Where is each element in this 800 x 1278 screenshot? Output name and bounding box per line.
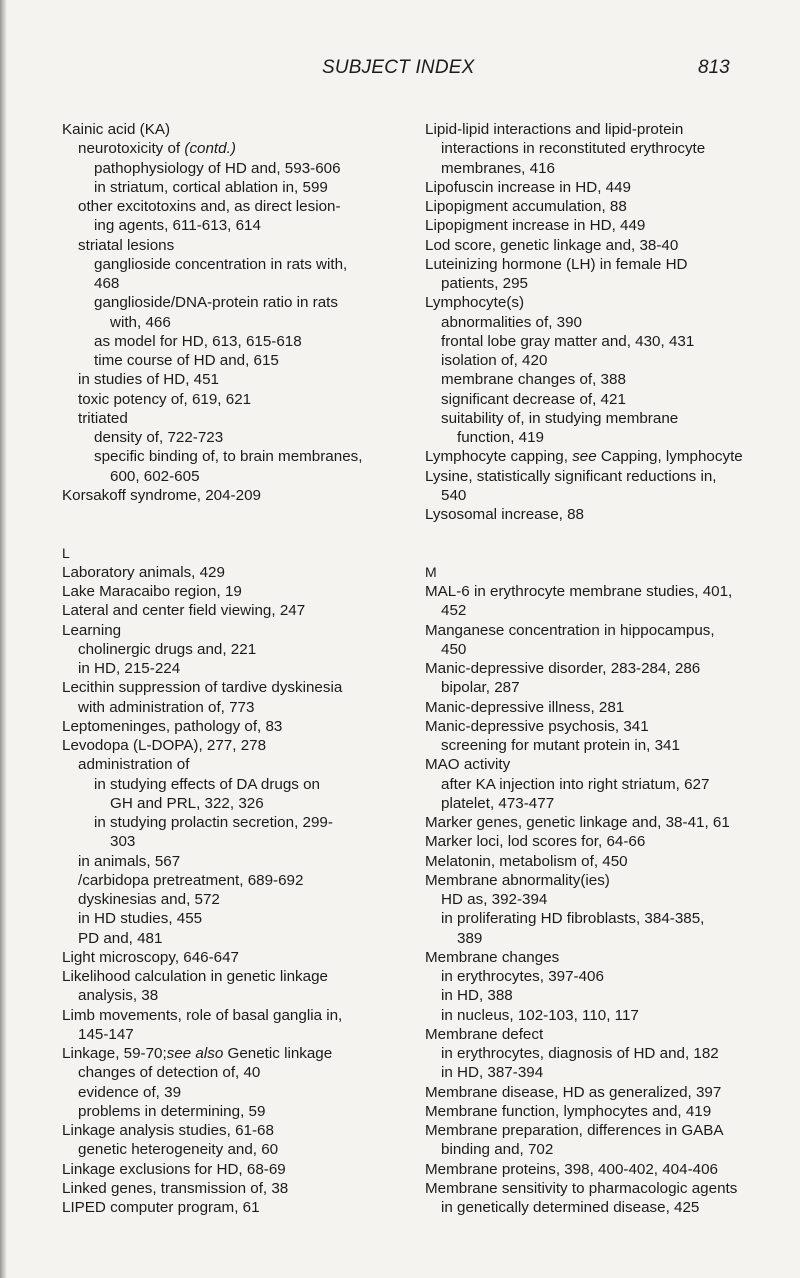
entry-text: Lipopigment increase in HD, 449 (425, 217, 646, 235)
entry-text: ganglioside/DNA-protein ratio in rats (94, 294, 338, 312)
index-subentry (62, 909, 397, 928)
index-subentry (62, 216, 397, 235)
entry-text: 389 (457, 929, 483, 947)
entry-text: Kainic acid (KA) (62, 121, 171, 138)
index-subentry (62, 255, 397, 274)
index-entry (425, 1179, 765, 1198)
index-subentry (425, 890, 765, 909)
index-subentry (62, 428, 397, 447)
entry-text: pathophysiology of HD and, 593-606 (94, 159, 341, 177)
index-subentry (62, 794, 397, 813)
entry-text: Marker loci, lod scores for, 64-66 (425, 833, 646, 851)
index-subentry (62, 755, 397, 774)
entry-text: Leptomeninges, pathology of, 83 (62, 717, 283, 735)
index-subentry (425, 1140, 765, 1159)
entry-italic-text: see (567, 448, 597, 466)
index-entry (62, 1160, 397, 1179)
index-entry (425, 1083, 765, 1102)
index-column-left (62, 120, 397, 1217)
index-subentry (425, 736, 765, 755)
index-entry (425, 255, 765, 274)
entry-text: in studying effects of DA drugs on (94, 775, 320, 793)
entry-text: HD as, 392-394 (441, 891, 548, 908)
entry-text: Membrane abnormality(ies) (425, 871, 610, 889)
entry-text: density of, 722-723 (94, 429, 224, 446)
entry-text: in HD studies, 455 (78, 910, 203, 928)
entry-text: Korsakoff syndrome, 204-209 (62, 486, 261, 504)
page-binding-edge (0, 0, 7, 1278)
entry-text: toxic potency of, 619, 621 (78, 390, 252, 408)
entry-text: in HD, 388 (441, 987, 513, 1005)
running-header (0, 57, 800, 83)
entry-text: Membrane defect (425, 1025, 544, 1043)
index-subentry (425, 351, 765, 370)
entry-text: MAL-6 in erythrocyte membrane studies, 401, (425, 583, 733, 600)
index-subentry (62, 890, 397, 909)
index-entry (425, 582, 765, 601)
index-entry (62, 1044, 397, 1063)
entry-text: time course of HD and, 615 (94, 352, 279, 369)
index-entry (62, 563, 397, 582)
index-entry (425, 852, 765, 871)
index-subentry (425, 775, 765, 794)
entry-text: Membrane changes (425, 948, 560, 966)
entry-text: problems in determining, 59 (78, 1102, 266, 1120)
entry-text: Manic-depressive illness, 281 (425, 698, 625, 716)
index-entry (425, 1121, 765, 1140)
index-entry (425, 293, 765, 312)
entry-text: Lod score, genetic linkage and, 38-40 (425, 236, 679, 254)
index-subentry (62, 274, 397, 293)
entry-text: Learning (62, 621, 122, 639)
entry-text: other excitotoxins and, as direct lesion- (78, 198, 341, 215)
index-subentry (62, 871, 397, 890)
index-entry (62, 736, 397, 755)
index-entry (62, 582, 397, 601)
section-letter (425, 563, 765, 582)
index-entry (62, 678, 397, 697)
index-subentry (425, 678, 765, 697)
entry-text: Membrane proteins, 398, 400-402, 404-406 (425, 1160, 718, 1178)
entry-text: PD and, 481 (78, 929, 163, 947)
entry-text: in animals, 567 (78, 852, 181, 870)
entry-text: Lysosomal increase, 88 (425, 506, 584, 523)
entry-text: 452 (441, 602, 467, 620)
index-subentry (425, 929, 765, 948)
index-subentry (425, 986, 765, 1005)
entry-text-after: Capping, lymphocyte (596, 448, 743, 466)
index-subentry (62, 351, 397, 370)
entry-text: in erythrocytes, 397-406 (441, 968, 604, 985)
entry-text: 145-147 (78, 1025, 134, 1043)
entry-text: platelet, 473-477 (441, 794, 555, 812)
entry-text: specific binding of, to brain membranes, (94, 448, 363, 466)
section-gap (425, 544, 765, 563)
index-subentry (425, 486, 765, 505)
index-entry (62, 486, 397, 505)
entry-text: after KA injection into right striatum, 627 (441, 775, 710, 793)
page-number: 813 (698, 57, 730, 78)
entry-text: in HD, 215-224 (78, 660, 181, 677)
index-entry (62, 948, 397, 967)
index-entry (62, 967, 397, 986)
entry-text: Limb movements, role of basal ganglia in, (62, 1006, 343, 1024)
index-subentry (62, 698, 397, 717)
entry-text: Lymphocyte capping, (425, 448, 568, 466)
entry-text: with, 466 (110, 313, 171, 331)
index-entry (425, 813, 765, 832)
index-entry (425, 197, 765, 216)
section-gap (425, 524, 765, 543)
index-subentry (62, 293, 397, 312)
index-subentry (62, 986, 397, 1005)
entry-text: Membrane sensitivity to pharmacologic agents (425, 1179, 738, 1197)
entry-text: in erythrocytes, diagnosis of HD and, 182 (441, 1045, 719, 1062)
entry-text: ing agents, 611-613, 614 (94, 217, 261, 235)
index-subentry (425, 601, 765, 620)
entry-text: Lymphocyte(s) (425, 294, 525, 312)
entry-text: Lipopigment accumulation, 88 (425, 198, 627, 215)
index-subentry (425, 409, 765, 428)
index-entry (62, 621, 397, 640)
entry-text: 303 (110, 833, 136, 851)
entry-text: suitability of, in studying membrane (441, 409, 679, 427)
entry-text: binding and, 702 (441, 1141, 554, 1159)
index-entry (62, 1121, 397, 1140)
section-gap (62, 524, 397, 543)
entry-text: in HD, 387-394 (441, 1064, 544, 1082)
entry-text: Linked genes, transmission of, 38 (62, 1179, 289, 1197)
entry-text: in nucleus, 102-103, 110, 117 (441, 1006, 639, 1024)
index-subentry (425, 1063, 765, 1082)
index-entry (425, 717, 765, 736)
index-entry (425, 1025, 765, 1044)
entry-text-after: Genetic linkage (223, 1045, 333, 1062)
entry-text: with administration of, 773 (78, 698, 255, 716)
entry-text: Membrane preparation, differences in GABA (425, 1122, 724, 1139)
entry-text: interactions in reconstituted erythrocyte (441, 140, 706, 158)
index-subentry (425, 1198, 765, 1217)
entry-text: /carbidopa pretreatment, 689-692 (78, 871, 304, 889)
index-entry (425, 755, 765, 774)
entry-text: Lateral and center field viewing, 247 (62, 602, 306, 620)
entry-text: in genetically determined disease, 425 (441, 1199, 700, 1216)
entry-text: MAO activity (425, 756, 511, 774)
index-entry (425, 659, 765, 678)
index-subentry (62, 313, 397, 332)
index-subentry (62, 332, 397, 351)
entry-text: Linkage, 59-70; (62, 1045, 167, 1062)
entry-text: dyskinesias and, 572 (78, 891, 220, 908)
index-subentry (62, 1025, 397, 1044)
index-subentry (425, 909, 765, 928)
entry-text: cholinergic drugs and, 221 (78, 640, 257, 658)
index-subentry (62, 832, 397, 851)
entry-text: membranes, 416 (441, 159, 555, 177)
index-subentry (62, 197, 397, 216)
index-subentry (62, 236, 397, 255)
section-letter (62, 544, 397, 563)
index-entry (425, 447, 765, 466)
index-subentry (425, 1044, 765, 1063)
index-subentry (62, 1102, 397, 1121)
entry-text: M (425, 563, 437, 580)
index-entry (62, 601, 397, 620)
entry-text: in striatum, cortical ablation in, 599 (94, 178, 328, 196)
index-subentry (62, 852, 397, 871)
index-subentry (62, 640, 397, 659)
index-subentry (62, 178, 397, 197)
index-subentry (425, 967, 765, 986)
entry-text: striatal lesions (78, 236, 175, 254)
entry-italic-text: (contd.) (184, 140, 236, 158)
entry-text: Likelihood calculation in genetic linkage (62, 968, 328, 985)
entry-text: Lipid-lipid interactions and lipid-protein (425, 121, 684, 138)
index-subentry (425, 640, 765, 659)
entry-text: analysis, 38 (78, 987, 159, 1005)
entry-text: screening for mutant protein in, 341 (441, 737, 680, 754)
index-subentry (62, 929, 397, 948)
entry-text: patients, 295 (441, 275, 528, 292)
index-subentry (425, 794, 765, 813)
entry-text: in studying prolactin secretion, 299- (94, 814, 333, 831)
index-entry (425, 621, 765, 640)
index-subentry (425, 159, 765, 178)
index-subentry (62, 409, 397, 428)
entry-text: Manic-depressive disorder, 283-284, 286 (425, 660, 701, 677)
entry-text: bipolar, 287 (441, 679, 520, 697)
index-entry (425, 832, 765, 851)
index-entry (425, 871, 765, 890)
entry-text: Lecithin suppression of tardive dyskinesia (62, 679, 343, 697)
index-entry (425, 178, 765, 197)
entry-text: in studies of HD, 451 (78, 371, 219, 389)
entry-text: 600, 602-605 (110, 467, 200, 485)
index-subentry (62, 659, 397, 678)
entry-text: Luteinizing hormone (LH) in female HD (425, 255, 688, 273)
entry-text: ganglioside concentration in rats with, (94, 255, 348, 273)
entry-text: Membrane function, lymphocytes and, 419 (425, 1102, 712, 1120)
entry-text: Light microscopy, 646-647 (62, 948, 239, 966)
index-subentry (62, 1083, 397, 1102)
index-entry (425, 698, 765, 717)
index-subentry (62, 370, 397, 389)
index-entry (62, 1198, 397, 1217)
entry-text: administration of (78, 756, 190, 774)
entry-text: Lipofuscin increase in HD, 449 (425, 178, 631, 196)
entry-text: membrane changes of, 388 (441, 371, 626, 389)
entry-text: Membrane disease, HD as generalized, 397 (425, 1083, 722, 1101)
index-subentry (425, 1006, 765, 1025)
entry-text: Lysine, statistically significant reductions in, (425, 467, 717, 485)
entry-text: frontal lobe gray matter and, 430, 431 (441, 332, 695, 350)
index-subentry (62, 813, 397, 832)
index-subentry (425, 139, 765, 158)
index-subentry (62, 159, 397, 178)
entry-italic-text: see also (166, 1045, 224, 1062)
index-entry (425, 467, 765, 486)
index-subentry (62, 139, 397, 158)
index-entry (62, 717, 397, 736)
entry-text: isolation of, 420 (441, 352, 548, 369)
index-subentry (425, 313, 765, 332)
index-entry (62, 1179, 397, 1198)
index-subentry (425, 274, 765, 293)
entry-text: GH and PRL, 322, 326 (110, 794, 264, 812)
index-entry (425, 1102, 765, 1121)
entry-text: 540 (441, 486, 467, 504)
entry-text: changes of detection of, 40 (78, 1064, 261, 1082)
index-subentry (62, 447, 397, 466)
index-entry (425, 1160, 765, 1179)
index-column-right (425, 120, 765, 1217)
index-entry (425, 236, 765, 255)
entry-text: Manic-depressive psychosis, 341 (425, 717, 649, 735)
entry-text: 450 (441, 640, 467, 658)
index-entry (425, 216, 765, 235)
entry-text: Linkage exclusions for HD, 68-69 (62, 1160, 286, 1178)
index-subentry (425, 332, 765, 351)
entry-text: Marker genes, genetic linkage and, 38-41, 61 (425, 814, 730, 831)
entry-text: function, 419 (457, 429, 544, 446)
index-entry (425, 120, 765, 139)
entry-text: in proliferating HD fibroblasts, 384-385, (441, 910, 705, 928)
entry-text: evidence of, 39 (78, 1083, 182, 1101)
entry-text: Levodopa (L-DOPA), 277, 278 (62, 737, 267, 754)
entry-text: Linkage analysis studies, 61-68 (62, 1122, 274, 1139)
entry-text: Lake Maracaibo region, 19 (62, 583, 242, 600)
index-subentry (62, 775, 397, 794)
entry-text: neurotoxicity of (78, 140, 181, 158)
entry-text: genetic heterogeneity and, 60 (78, 1141, 279, 1159)
index-entry (425, 505, 765, 524)
index-subentry (425, 428, 765, 447)
index-subentry (62, 390, 397, 409)
index-subentry (425, 370, 765, 389)
page-title: SUBJECT INDEX (322, 57, 475, 78)
index-entry (62, 120, 397, 139)
entry-text: LIPED computer program, 61 (62, 1199, 260, 1216)
entry-text: as model for HD, 613, 615-618 (94, 332, 302, 350)
index-subentry (62, 1063, 397, 1082)
entry-text: tritiated (78, 409, 128, 427)
entry-text: L (62, 544, 70, 561)
entry-text: Melatonin, metabolism of, 450 (425, 852, 628, 870)
index-subentry (62, 467, 397, 486)
index-entry (425, 948, 765, 967)
entry-text: Manganese concentration in hippocampus, (425, 621, 715, 639)
entry-text: significant decrease of, 421 (441, 390, 626, 408)
entry-text: Laboratory animals, 429 (62, 563, 225, 581)
index-subentry (62, 1140, 397, 1159)
entry-text: 468 (94, 275, 120, 292)
index-subentry (425, 390, 765, 409)
index-entry (62, 1006, 397, 1025)
entry-text: abnormalities of, 390 (441, 313, 582, 331)
section-gap (62, 505, 397, 524)
